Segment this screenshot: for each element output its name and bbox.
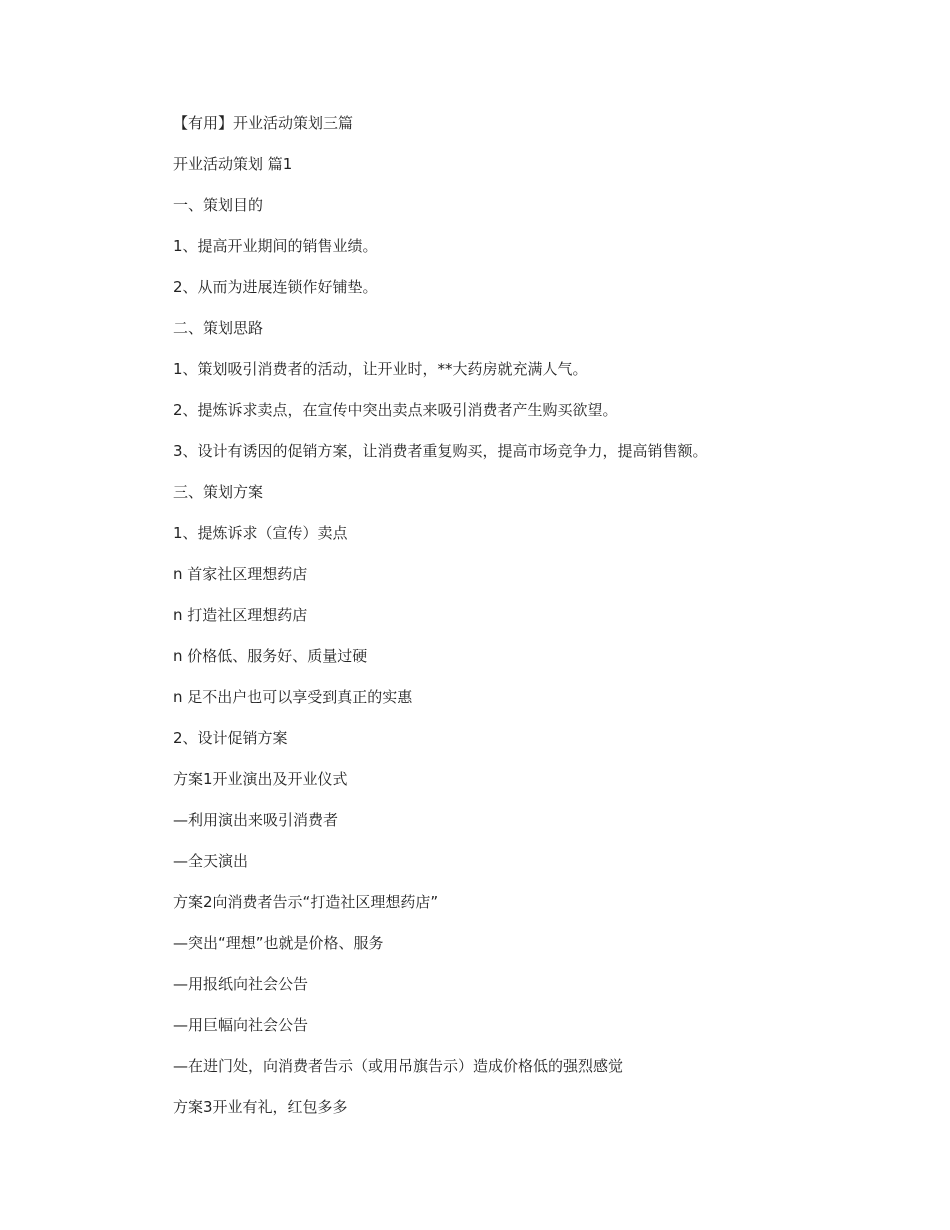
list-item: —全天演出 [173,852,249,870]
paragraph: 1、提炼诉求（宣传）卖点 [173,524,348,542]
list-item: n 首家社区理想药店 [173,565,308,583]
paragraph: 1、提高开业期间的销售业绩。 [173,237,378,255]
list-item: —在进门处，向消费者告示（或用吊旗告示）造成价格低的强烈感觉 [173,1057,624,1075]
list-item: n 价格低、服务好、质量过硬 [173,647,368,665]
paragraph: 2、设计促销方案 [173,729,288,747]
section-heading: 开业活动策划 篇1 [173,155,293,173]
plan-heading: 方案1开业演出及开业仪式 [173,770,348,788]
list-item: —用巨幅向社会公告 [173,1016,309,1034]
document-body [173,112,873,1137]
document-title: 【有用】开业活动策划三篇 [173,114,354,132]
list-item: —利用演出来吸引消费者 [173,811,339,829]
paragraph: 2、从而为进展连锁作好铺垫。 [173,278,378,296]
subsection-heading: 三、策划方案 [173,483,264,501]
subsection-heading: 二、策划思路 [173,319,264,337]
list-item: —用报纸向社会公告 [173,975,309,993]
paragraph: 3、设计有诱因的促销方案，让消费者重复购买，提高市场竞争力，提高销售额。 [173,442,708,460]
paragraph: 2、提炼诉求卖点，在宣传中突出卖点来吸引消费者产生购买欲望。 [173,401,618,419]
subsection-heading: 一、策划目的 [173,196,264,214]
list-item: —突出“理想”也就是价格、服务 [173,934,384,952]
list-item: n 打造社区理想药店 [173,606,308,624]
plan-heading: 方案2向消费者告示“打造社区理想药店” [173,893,439,911]
list-item: n 足不出户也可以享受到真正的实惠 [173,688,413,706]
paragraph: 1、策划吸引消费者的活动，让开业时，**大药房就充满人气。 [173,360,588,378]
plan-heading: 方案3开业有礼，红包多多 [173,1098,348,1116]
